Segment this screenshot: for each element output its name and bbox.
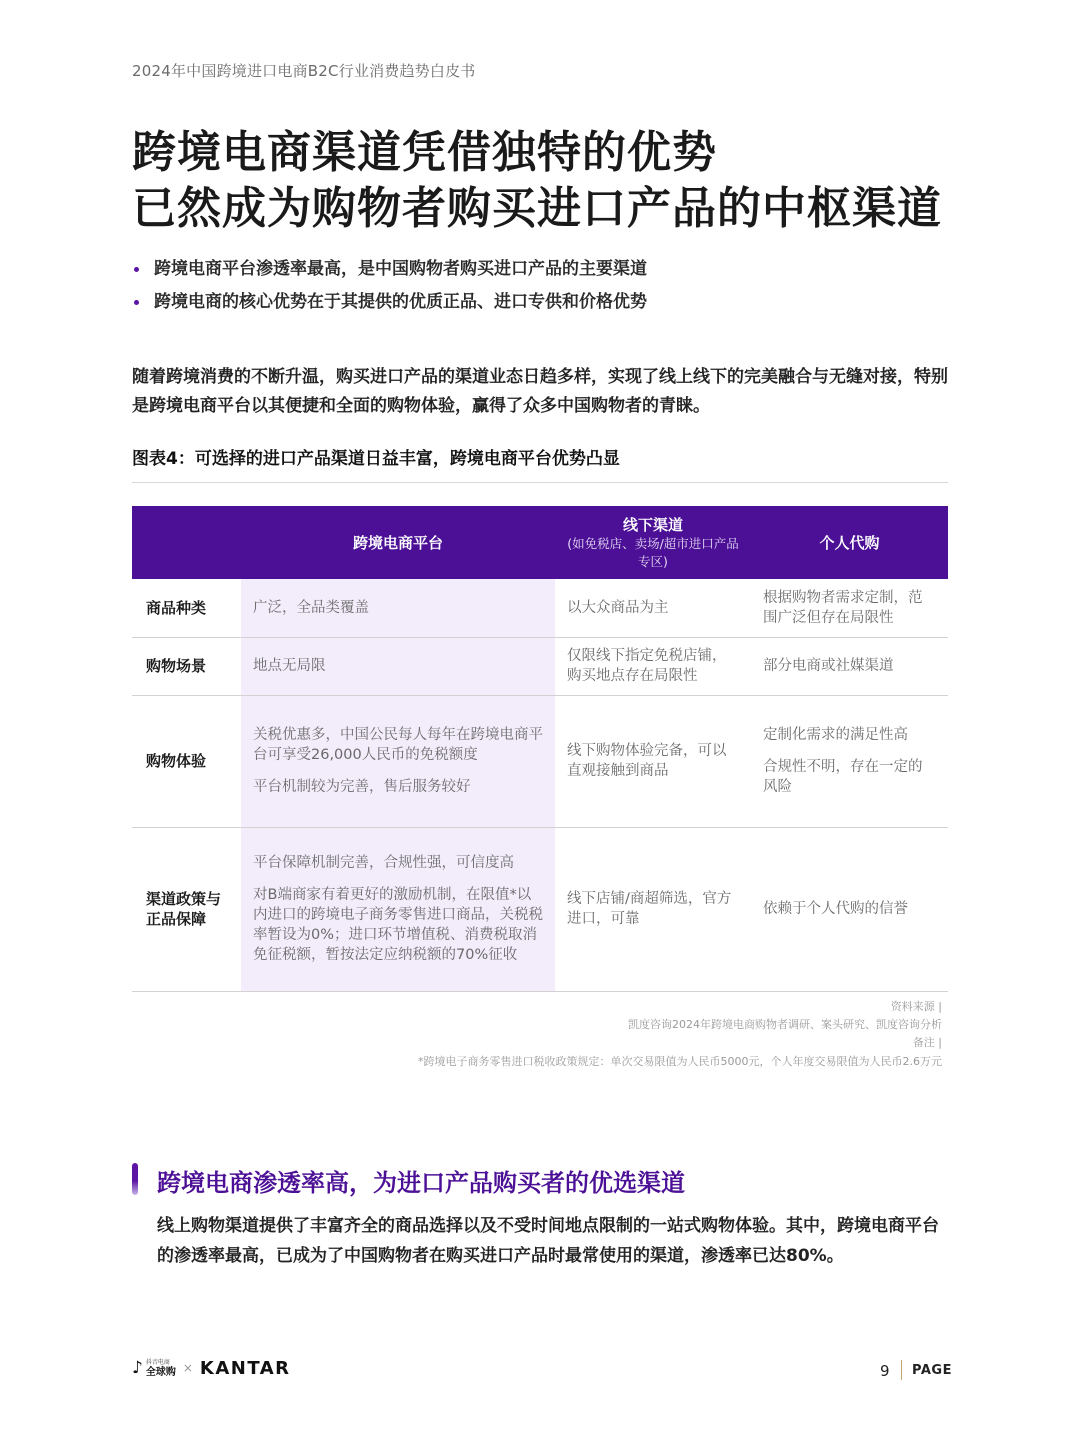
table-row bbox=[132, 637, 948, 695]
cell-offline: 线下购物体验完备，可以直观接触到商品 bbox=[555, 695, 751, 827]
page-number: 9 bbox=[880, 1362, 890, 1380]
table-header-row bbox=[132, 506, 948, 579]
figure-title: 图表4：可选择的进口产品渠道日益丰富，跨境电商平台优势凸显 bbox=[132, 449, 620, 469]
cell-offline: 仅限线下指定免税店铺，购买地点存在局限性 bbox=[555, 637, 751, 695]
table-row bbox=[132, 827, 948, 991]
cell-cross-border: 平台保障机制完善，合规性强，可信度高 对B端商家有着更好的激励机制，在限值*以内进口的跨境电子商务零售进口商品，关税税率暂设为0%；进口环节增值税、消费税取消免征税额，暂按法定应纳税额的70%征收 bbox=[241, 827, 555, 991]
row-label: 购物场景 bbox=[132, 637, 241, 695]
key-point-text: 跨境电商平台渗透率最高，是中国购物者购买进口产品的主要渠道 bbox=[154, 259, 647, 279]
header-blank-cell bbox=[132, 506, 241, 579]
collab-times-icon: × bbox=[182, 1361, 193, 1375]
tiktok-note-icon: ♪ bbox=[132, 1358, 143, 1378]
header-offline-channel bbox=[555, 506, 751, 579]
row-label: 购物体验 bbox=[132, 695, 241, 827]
table-row bbox=[132, 579, 948, 637]
page-label: PAGE bbox=[912, 1363, 952, 1378]
brand-top-text: 抖音电商 bbox=[145, 1358, 170, 1366]
document-title: 2024年中国跨境进口电商B2C行业消费趋势白皮书 bbox=[132, 62, 476, 80]
bullet-dot-icon bbox=[134, 267, 139, 272]
section-title: 跨境电商渗透率高，为进口产品购买者的优选渠道 bbox=[157, 1169, 685, 1197]
header-personal-purchasing: 个人代购 bbox=[751, 506, 948, 579]
key-points-list bbox=[132, 257, 952, 323]
header-offline-subtitle: (如免税店、卖场/超市进口产品专区) bbox=[567, 536, 739, 569]
cell-personal: 定制化需求的满足性高 合规性不明，存在一定的风险 bbox=[751, 695, 948, 827]
bullet-dot-icon bbox=[134, 300, 139, 305]
douyin-global-logo bbox=[146, 1359, 176, 1378]
cell-cross-border: 关税优惠多，中国公民每人每年在跨境电商平台可享受26,000人民币的免税额度 平台机制较为完善，售后服务较好 bbox=[241, 695, 555, 827]
intro-paragraph: 随着跨境消费的不断升温，购买进口产品的渠道业态日趋多样，实现了线上线下的完美融合与无缝对接，特别是跨境电商平台以其便捷和全面的购物体验，赢得了众多中国购物者的青睐。 bbox=[132, 367, 948, 416]
header-cross-border-platform: 跨境电商平台 bbox=[241, 506, 555, 579]
row-label: 商品种类 bbox=[132, 579, 241, 637]
kantar-logo: KANTAR bbox=[199, 1357, 291, 1379]
key-point-item bbox=[132, 290, 952, 323]
channel-comparison-table bbox=[132, 506, 948, 992]
cell-personal: 依赖于个人代购的信誉 bbox=[751, 827, 948, 991]
section-accent-bar bbox=[132, 1163, 138, 1195]
page-heading-line2: 已然成为购物者购买进口产品的中枢渠道 bbox=[132, 183, 942, 234]
note-text: *跨境电子商务零售进口税收政策规定：单次交易限值为人民币5000元，个人年度交易限值为人民币2.6万元 bbox=[418, 1055, 942, 1068]
cell-personal: 部分电商或社媒渠道 bbox=[751, 637, 948, 695]
row-label: 渠道政策与正品保障 bbox=[132, 827, 241, 991]
cell-offline: 以大众商品为主 bbox=[555, 579, 751, 637]
source-label: 资料来源 | bbox=[890, 1000, 942, 1013]
footer-brand-logos bbox=[132, 1356, 291, 1380]
section-body: 线上购物渠道提供了丰富齐全的商品选择以及不受时间地点限制的一站式购物体验。其中，跨境电商平台的渗透率最高，已成为了中国购物者在购买进口产品时最常使用的渠道，渗透率已达80%。 bbox=[157, 1216, 939, 1266]
page-separator bbox=[901, 1360, 902, 1380]
cell-cross-border: 地点无局限 bbox=[241, 637, 555, 695]
page-heading-line1: 跨境电商渠道凭借独特的优势 bbox=[132, 127, 717, 178]
cell-offline: 线下店铺/商超筛选，官方进口，可靠 bbox=[555, 827, 751, 991]
cell-personal: 根据购物者需求定制，范围广泛但存在局限性 bbox=[751, 579, 948, 637]
header-offline-title: 线下渠道 bbox=[622, 516, 683, 534]
table-row bbox=[132, 695, 948, 827]
cell-cross-border: 广泛，全品类覆盖 bbox=[241, 579, 555, 637]
brand-main-text: 全球购 bbox=[145, 1366, 176, 1378]
key-point-item bbox=[132, 257, 952, 290]
figure-divider bbox=[132, 482, 948, 483]
note-label: 备注 | bbox=[912, 1036, 942, 1049]
source-text: 凯度咨询2024年跨境电商购物者调研、案头研究、凯度咨询分析 bbox=[628, 1018, 942, 1031]
key-point-text: 跨境电商的核心优势在于其提供的优质正品、进口专供和价格优势 bbox=[154, 292, 647, 312]
